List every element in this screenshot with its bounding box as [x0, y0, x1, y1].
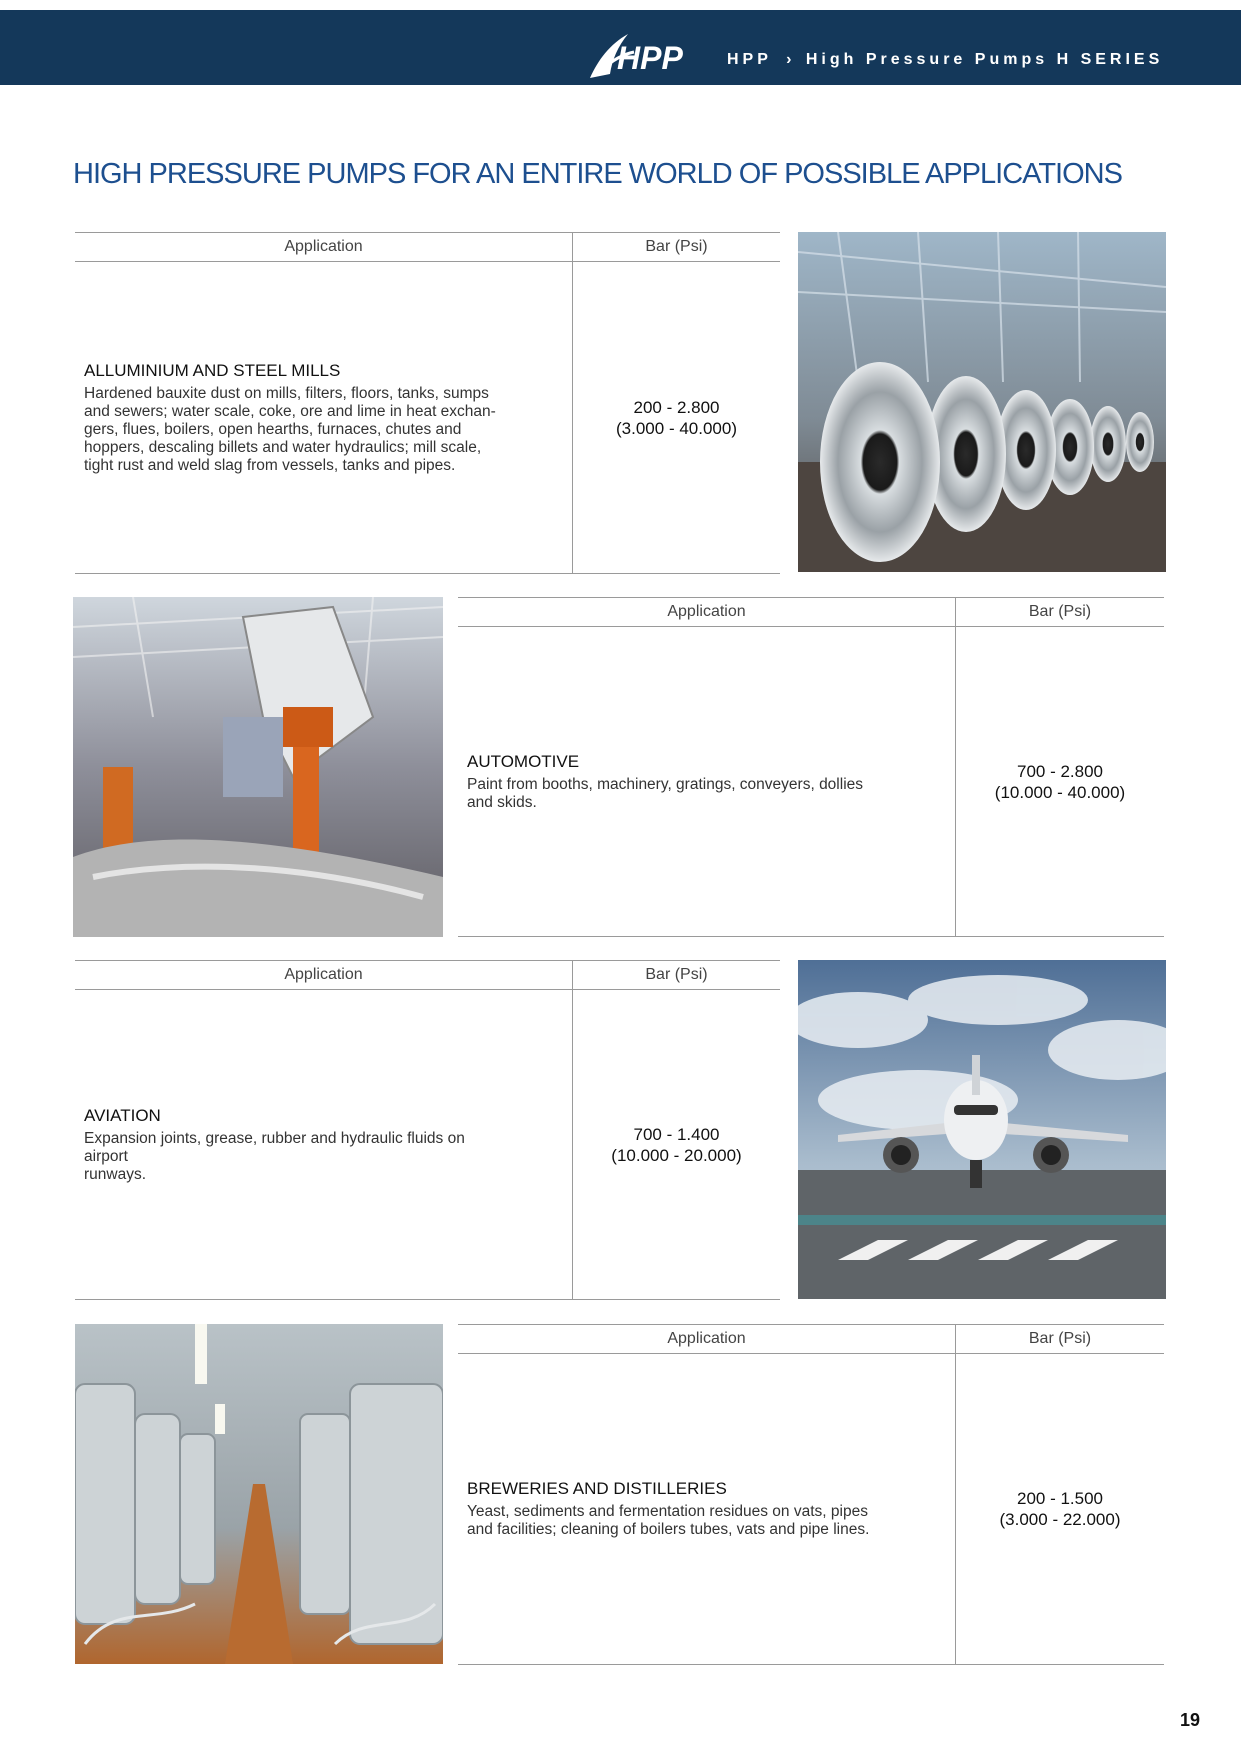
column-header-application: Application — [75, 233, 572, 262]
pressure-psi: (3.000 - 40.000) — [616, 418, 737, 438]
pressure-psi: (10.000 - 20.000) — [611, 1145, 742, 1165]
page-number: 19 — [1180, 1710, 1201, 1730]
pressure-psi: (10.000 - 40.000) — [994, 782, 1126, 802]
application-name: AVIATION — [84, 1105, 161, 1125]
application-table-automotive — [458, 597, 1164, 937]
brewery-tanks-photo — [75, 1324, 443, 1664]
pressure-bar: 700 - 1.400 — [633, 1124, 720, 1144]
application-description-cell — [467, 627, 947, 936]
application-table-breweries — [458, 1324, 1164, 1665]
pressure-bar: 200 - 2.800 — [633, 397, 720, 417]
pressure-bar: 700 - 2.800 — [1016, 761, 1103, 781]
column-header-application: Application — [75, 961, 572, 990]
application-table-aviation — [75, 960, 780, 1300]
breadcrumb-separator: › — [786, 51, 792, 68]
logo-text: HPP — [617, 40, 683, 76]
application-description: Paint from booths, machinery, gratings, conveyers, dollies and skids. — [467, 775, 864, 811]
application-description-cell — [467, 1354, 947, 1664]
automotive-robots-photo — [73, 597, 443, 937]
breadcrumb-page: High Pressure Pumps H SERIES — [805, 51, 1164, 68]
application-description-cell — [84, 990, 564, 1299]
breadcrumb — [727, 51, 1163, 69]
column-header-bar: Bar (Psi) — [573, 233, 780, 262]
pressure-cell — [956, 627, 1164, 936]
column-header-application: Application — [458, 1325, 955, 1354]
application-name: BREWERIES AND DISTILLERIES — [467, 1479, 727, 1498]
application-name: ALLUMINIUM AND STEEL MILLS — [84, 360, 341, 380]
steel-coils-photo — [798, 232, 1166, 572]
pressure-psi: (3.000 - 22.000) — [999, 1510, 1121, 1529]
airplane-runway-photo — [798, 960, 1166, 1299]
column-header-application: Application — [458, 598, 955, 627]
application-description: Hardened bauxite dust on mills, filters, floors, tanks, sumps and sewers; water scale, coke, ore and lime in heat exchan- gers, flues, boilers, open hearths, furnaces, chutes and hoppers, descaling billets and water hydraulics; mill scale, tight rust and weld slag from vessels, tanks and pipes. — [84, 384, 496, 474]
pressure-cell — [573, 262, 780, 573]
page-title: HIGH PRESSURE PUMPS FOR AN ENTIRE WORLD OF POSSIBLE APPLICATIONS — [73, 158, 1122, 190]
application-description: Yeast, sediments and fermentation residues on vats, pipes and facilities; cleaning of boilers tubes, vats and pipe lines. — [467, 1503, 870, 1538]
breadcrumb-brand: HPP — [727, 51, 772, 68]
application-description-cell — [84, 262, 564, 573]
column-header-bar: Bar (Psi) — [956, 1325, 1164, 1354]
application-name: AUTOMOTIVE — [467, 751, 580, 771]
column-header-bar: Bar (Psi) — [956, 598, 1164, 627]
pressure-cell — [573, 990, 780, 1299]
application-description: Expansion joints, grease, rubber and hydraulic fluids on airport runways. — [84, 1129, 465, 1183]
column-header-bar: Bar (Psi) — [573, 961, 780, 990]
page-header — [0, 10, 1241, 85]
application-table-steel-mills — [75, 232, 780, 574]
pressure-cell — [956, 1354, 1164, 1664]
pressure-bar: 200 - 1.500 — [1016, 1489, 1103, 1508]
